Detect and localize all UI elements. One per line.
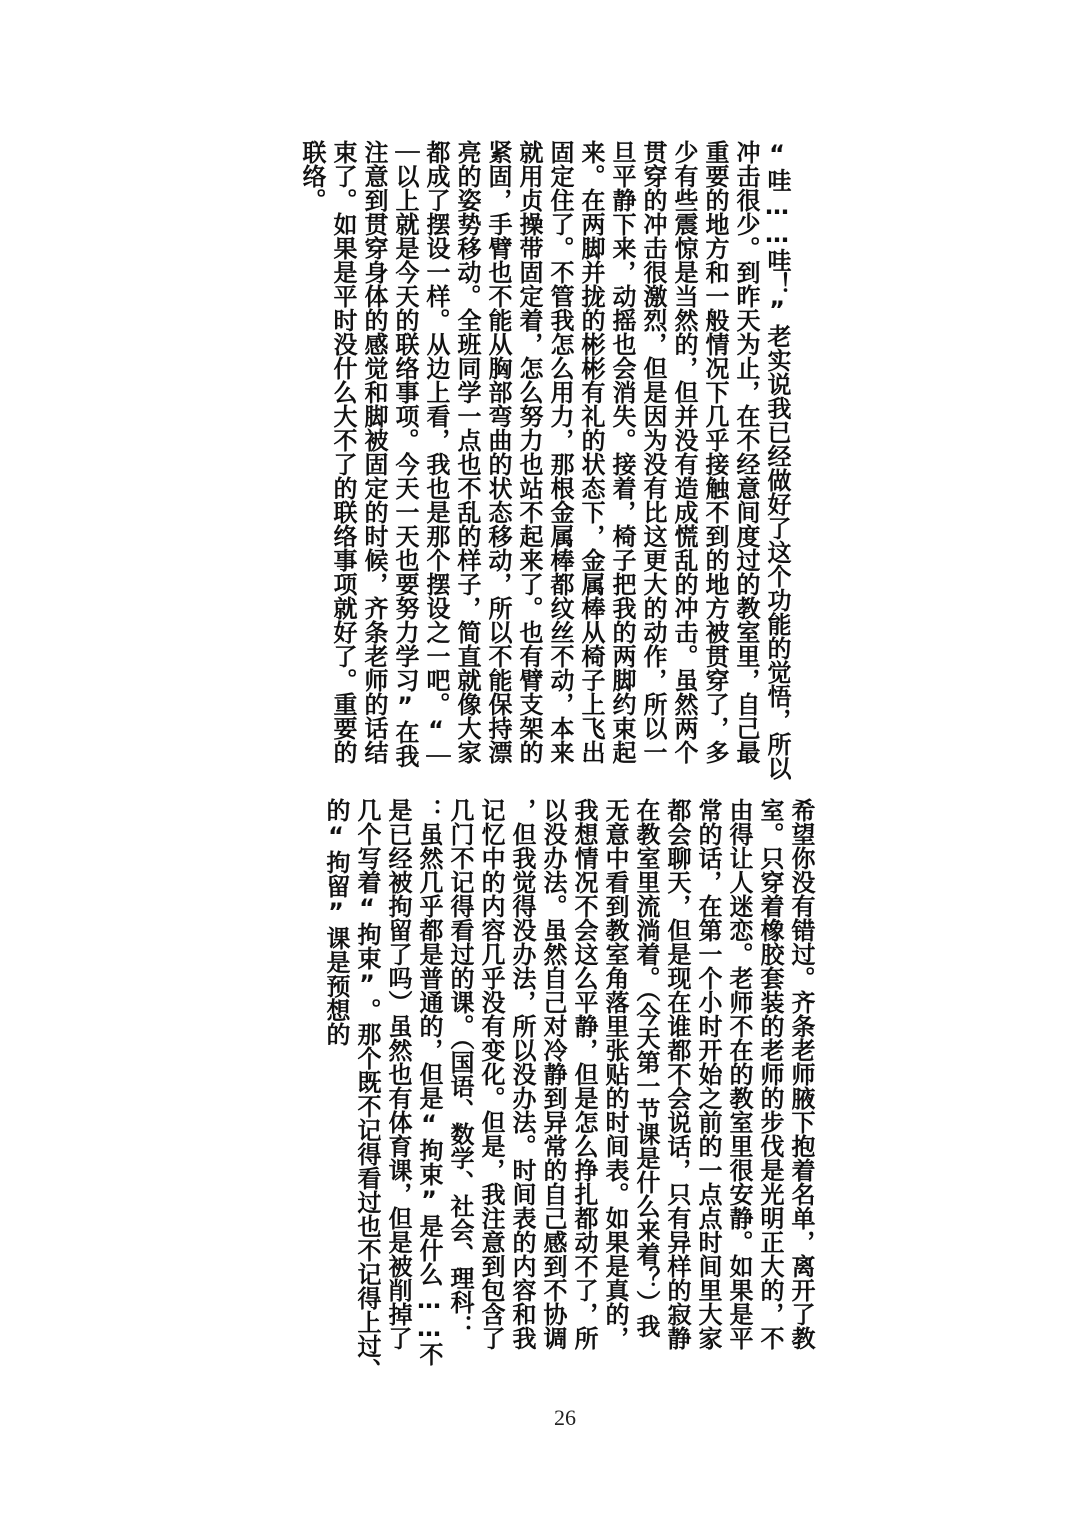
- text-column: 旦平静下来，动摇也会消失。接着，椅子把我的两脚约束起: [608, 140, 636, 764]
- text-block-bottom: [300, 798, 816, 1398]
- text-column: 都会聊天，但是现在谁都不会说话，只有异样的寂静: [663, 798, 691, 1350]
- text-column: “哇……哇！”老实说我已经做好了这个功能的觉悟，所以: [763, 140, 791, 780]
- text-column: 重要的地方和一般情况下几乎接触不到的地方被贯穿了，多: [701, 140, 729, 764]
- text-column: 以没办法。虽然自己对冷静到异常的自己感到不协调: [539, 798, 567, 1350]
- page-number: 26: [554, 1405, 576, 1430]
- text-column: 束了。如果是平时没什么大不了的联络事项就好了。重要的: [329, 140, 357, 764]
- text-column: 几门不记得看过的课。（国语、数学、社会、理科：: [446, 798, 474, 1338]
- text-column: 常的话，在第一个小时开始之前的一点点时间里大家: [694, 798, 722, 1350]
- text-column: 记忆中的内容几乎没有变化。但是，我注意到包含了: [477, 798, 505, 1350]
- text-column: 贯穿的冲击很激烈，但是因为没有比这更大的动作，所以一: [639, 140, 667, 764]
- text-column: 注意到贯穿身体的感觉和脚被固定的时候，齐条老师的话结: [360, 140, 388, 764]
- text-column: 固定住了。不管我怎么用力，那根金属棒都纹丝不动，本来: [546, 140, 574, 764]
- text-column: 几个写着“拘束”。那个既不记得看过也不记得上过、: [353, 798, 381, 1382]
- text-column: 联络。: [298, 140, 326, 212]
- text-column: ：虽然几乎都是普通的，但是“拘束”是什么……不: [415, 798, 443, 1366]
- text-column: ，但我觉得没办法，所以没办法。时间表的内容和我: [508, 798, 536, 1350]
- text-column: 在教室里流淌着。（今天第一节课是什么来着？）我: [632, 798, 660, 1338]
- text-column: 由得让人迷恋。老师不在的教室里很安静。如果是平: [725, 798, 753, 1350]
- text-column: 来。在两脚并拢的彬彬有礼的状态下，金属棒从椅子上飞出: [577, 140, 605, 764]
- text-column: 少有些震惊是当然的，但并没有造成慌乱的冲击。虽然两个: [670, 140, 698, 764]
- text-block-top: [298, 140, 792, 780]
- text-column: ｜以上就是今天的联络事项。今天一天也要努力学习”在我: [391, 140, 419, 768]
- text-column: 紧固，手臂也不能从胸部弯曲的状态移动，所以不能保持漂: [484, 140, 512, 764]
- text-column: 我想情况不会这么平静，但是怎么挣扎都动不了，所: [570, 798, 598, 1350]
- text-column: 希望你没有错过。齐条老师腋下抱着名单，离开了教: [787, 798, 815, 1350]
- text-column: 室。只穿着橡胶套装的老师的步伐是光明正大的，不: [756, 798, 784, 1350]
- text-column: 冲击很少。到昨天为止，在不经意间度过的教室里，自己最: [732, 140, 760, 764]
- text-column: 是已经被拘留了吗）虽然也有体育课，但是被削掉了: [384, 798, 412, 1350]
- text-column: 都成了摆设一样。从边上看，我也是那个摆设之一吧。“｜: [422, 140, 450, 768]
- text-column: 无意中看到教室角落里张贴的时间表。如果是真的，: [601, 798, 629, 1350]
- text-column: 的“拘留”课是预想的: [322, 798, 350, 1046]
- text-column: 亮的姿势移动。全班同学一点也不乱的样子，简直就像大家: [453, 140, 481, 764]
- text-column: 就用贞操带固定着，怎么努力也站不起来了。也有臂支架的: [515, 140, 543, 764]
